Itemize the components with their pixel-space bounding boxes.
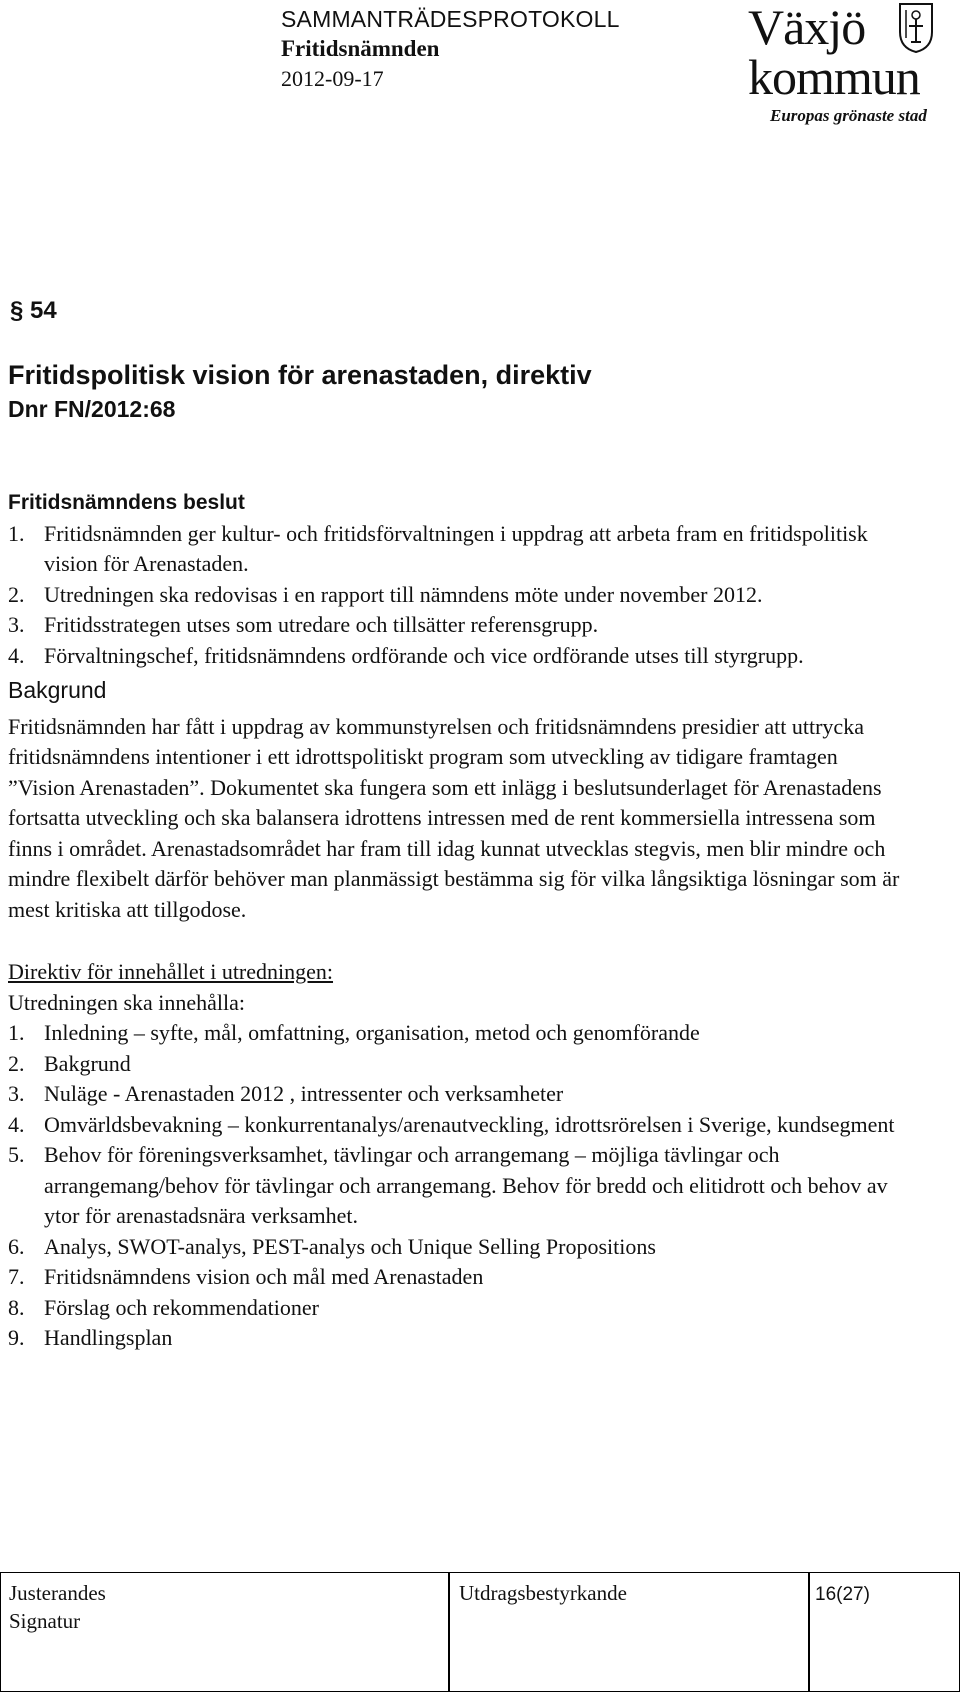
document-header (281, 4, 620, 94)
justerandes-label: Justerandes (9, 1581, 106, 1605)
logo-line2: kommun (748, 49, 920, 105)
protocol-title: SAMMANTRÄDESPROTOKOLL (281, 6, 620, 32)
directive-heading: Direktiv för innehållet i utredningen: (8, 959, 334, 984)
utdrag-box (448, 1572, 810, 1692)
list-item: 2. Utredningen ska redovisas i en rapport till nämndens möte under november 2012. (8, 581, 763, 607)
page-number: 16(27) (815, 1584, 870, 1605)
list-item: 3. Fritidsstrategen utses som utredare och tillsätter referensgrupp. (8, 612, 599, 637)
list-item: 9. Handlingsplan (8, 1325, 173, 1350)
page-title: Fritidspolitisk vision för arenastaden, direktiv (8, 360, 592, 390)
meeting-date: 2012-09-17 (281, 66, 384, 91)
directive-intro: Utredningen ska innehålla: (8, 989, 246, 1015)
signatur-label: Signatur (9, 1609, 81, 1633)
logo-line1: Växjö (748, 0, 866, 55)
decision-heading: Fritidsnämndens beslut (8, 491, 245, 514)
logo-tagline: Europas grönaste stad (770, 106, 927, 125)
list-item: 1. Inledning – syfte, mål, omfattning, organisation, metod och genomförande (8, 1020, 700, 1045)
utdrag-label: Utdragsbestyrkande (459, 1581, 627, 1605)
list-item: 8. Förslag och rekommendationer (8, 1294, 319, 1320)
paragraph-number: § 54 (10, 297, 57, 324)
diary-number: Dnr FN/2012:68 (8, 396, 176, 422)
list-item: 3. Nuläge - Arenastaden 2012 , intressenter och verksamheter (8, 1081, 564, 1106)
background-heading: Bakgrund (8, 677, 107, 703)
decision-list (8, 519, 908, 672)
committee-name: Fritidsnämnden (281, 36, 440, 61)
list-item: 2. Bakgrund (8, 1050, 131, 1076)
directive-list (8, 1018, 908, 1354)
document-body (8, 488, 908, 1354)
list-item: 6. Analys, SWOT-analys, PEST-analys och Unique Selling Propositions (8, 1233, 656, 1259)
background-text: Fritidsnämnden har fått i uppdrag av kommunstyrelsen och fritidsnämndens presidier att uttrycka fritidsnämndens intentioner i ett idrottspolitiskt program som utveckling av tidigare framtagen ”Vision Arenastaden”. Dokumentet ska fungera som ett inlägg i beslutsunderlaget för Arenastadens fortsatta utveckling och ska balansera idrottens intressen med de rent kommersiella intressena som finns i området. Arenastadsområdet har fram till idag kunnat utvecklas stegvis, men blir mindre och mindre flexibelt därför behöver man planmässigt bestämma sig för vilka långsiktiga lösningar som är mest kritiska att tillgodose. (8, 713, 900, 922)
vaxjo-logo (748, 0, 960, 132)
list-item: 4. Omvärldsbevakning – konkurrentanalys/arenautveckling, idrottsrörelsen i Sverige, kundsegment (8, 1111, 895, 1137)
list-item: 4. Förvaltningschef, fritidsnämndens ordförande och vice ordförande utses till styrgrupp. (8, 642, 804, 668)
list-item: 1. Fritidsnämnden ger kultur- och fritidsförvaltningen i uppdrag att arbeta fram en fritidspolitisk vision för Arenastaden. (8, 520, 868, 576)
coat-of-arms-icon (898, 2, 934, 54)
list-item: 7. Fritidsnämndens vision och mål med Arenastaden (8, 1264, 484, 1289)
justerandes-box (0, 1572, 450, 1692)
page-box (808, 1572, 960, 1692)
list-item: 5. Behov för föreningsverksamhet, tävlingar och arrangemang – möjliga tävlingar och arrangemang/behov för tävlingar och arrangemang. Behov för bredd och elitidrott och behov av ytor för arenastadsnära verksamhet. (8, 1142, 888, 1228)
